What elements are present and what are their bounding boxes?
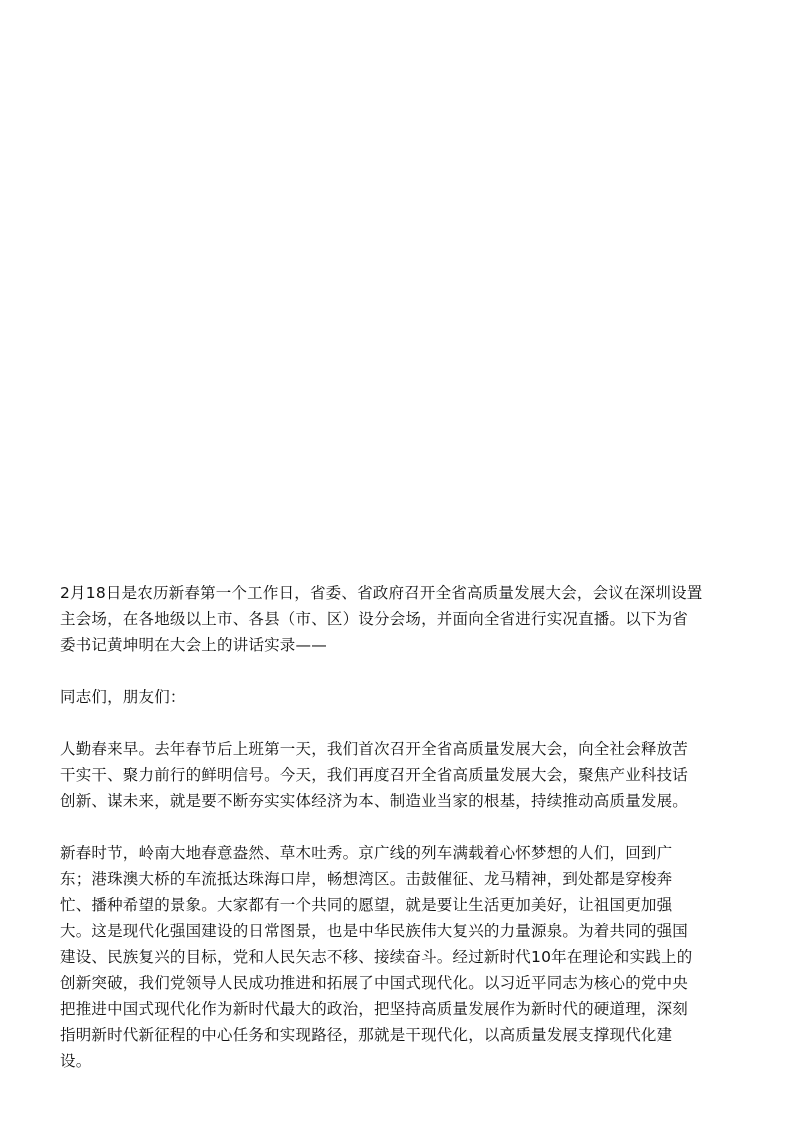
article-body <box>60 580 738 1074</box>
salutation: 同志们，朋友们： <box>60 688 186 706</box>
body-paragraph-1: 人勤春来早。去年春节后上班第一天，我们首次召开全省高质量发展大会，向全社会释放苦 干实干、聚力前行的鲜明信号。今天，我们再度召开全省高质量发展大会，聚焦产业科技话 创新、谋未来，就是要不断夯实实体经济为本、制造业当家的根基，持续推动高质量发展。 <box>60 740 689 810</box>
body-paragraph-2: 新春时节，岭南大地春意盎然、草木吐秀。京广线的列车满载着心怀梦想的人们，回到广 东；港珠澳大桥的车流抵达珠海口岸，畅想湾区。击鼓催征、龙马精神，到处都是穿梭奔 忙、播种希望的景象。大家都有一个共同的愿望，就是要让生活更加美好，让祖国更加强 大。这是现代化强国建设的日常图景，也是中华民族伟大复兴的力量源泉。为着共同的强国 建设、民族复兴的目标，党和人民矢志不移、接续奋斗。经过新时代10年在理论和实践上的 创新突破，我们党领导人民成功推进和拓展了中国式现代化。以习近平同志为核心的党中央 把推进中国式现代化作为新时代最大的政治，把坚持高质量发展作为新时代的硬道理，深刻 指明新时代新征程的中心任务和实现路径，那就是干现代化，以高质量发展支撑现代化建 设。 <box>60 844 693 1070</box>
intro-paragraph: 2月18日是农历新春第一个工作日，省委、省政府召开全省高质量发展大会，会议在深圳设置 主会场，在各地级以上市、各县（市、区）设分会场，并面向全省进行实况直播。以下为省 委书记黄坤明在大会上的讲话实录—— <box>60 584 703 654</box>
